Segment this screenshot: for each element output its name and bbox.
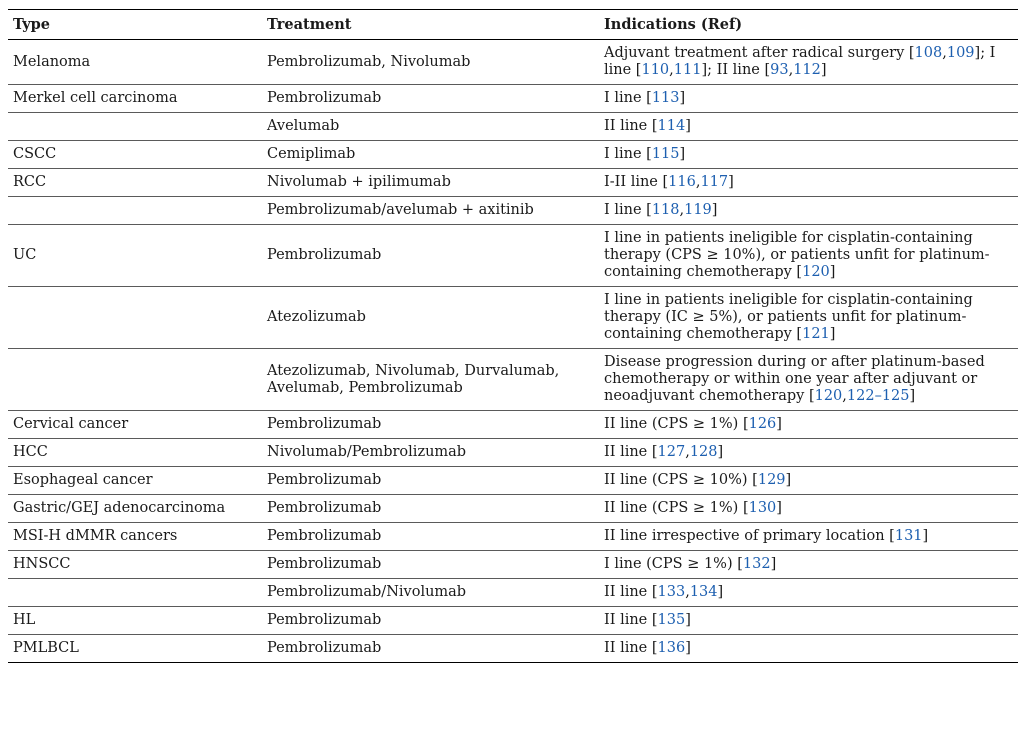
cell-treatment: Pembrolizumab <box>267 528 382 544</box>
cell-type: Merkel cell carcinoma <box>13 90 178 106</box>
cell-indications <box>599 467 1018 495</box>
header-type: Type <box>13 16 50 33</box>
cell-type: UC <box>13 247 37 263</box>
cell-type: HL <box>13 612 36 628</box>
indication-text: ] <box>829 264 836 280</box>
indication-text: I line (CPS ≥ 1%) [ <box>604 556 743 572</box>
indication-text: II line [ <box>604 118 658 134</box>
header-indications: Indications (Ref) <box>604 16 743 33</box>
cell-treatment: Pembrolizumab/avelumab + axitinib <box>267 202 534 218</box>
cell-treatment: Pembrolizumab <box>267 416 382 432</box>
indication-text: ] <box>717 444 724 460</box>
cell-indications <box>599 495 1018 523</box>
table-row <box>8 439 1018 467</box>
reference-link[interactable]: 130 <box>748 500 777 516</box>
indication-text: ] <box>820 62 827 78</box>
cell-indications <box>599 169 1018 197</box>
indication-text: , <box>679 202 685 218</box>
reference-link[interactable]: 120 <box>814 388 843 404</box>
indication-text: ] <box>728 174 734 190</box>
indication-text: , <box>788 62 794 78</box>
indication-text: ] <box>685 612 691 628</box>
cell-type <box>8 349 262 411</box>
indication-text: II line (CPS ≥ 10%) [ <box>604 472 758 488</box>
indications-table-container <box>8 9 1018 663</box>
indication-text: ] <box>717 584 724 600</box>
reference-link[interactable]: 126 <box>748 416 777 432</box>
reference-link[interactable]: 131 <box>894 528 923 544</box>
reference-link[interactable]: 127 <box>657 444 686 460</box>
cell-indications <box>599 635 1018 663</box>
indication-text: I line in patients ineligible for cisplatin-containing therapy (CPS ≥ 10%), or patients unfit for platinum-containing chemotherapy [ <box>604 230 990 280</box>
indication-text: ] <box>776 500 782 516</box>
table-row <box>8 113 1018 141</box>
table-row <box>8 197 1018 225</box>
cell-type: Melanoma <box>13 53 91 70</box>
indication-text: II line irrespective of primary location [ <box>604 528 895 544</box>
cell-indications <box>599 579 1018 607</box>
indication-text: ] <box>711 202 718 218</box>
table-row <box>8 607 1018 635</box>
reference-link[interactable]: 113 <box>651 90 680 106</box>
reference-link[interactable]: 118 <box>651 202 680 218</box>
table-row <box>8 287 1018 349</box>
indication-text: , <box>942 45 947 61</box>
cell-indications <box>599 197 1018 225</box>
reference-link[interactable]: 132 <box>742 556 771 572</box>
header-row <box>8 10 1018 40</box>
indication-text: , <box>669 62 674 78</box>
cell-type: CSCC <box>13 146 57 162</box>
cell-treatment: Pembrolizumab <box>267 640 382 656</box>
indication-text: I line in patients ineligible for cisplatin-containing therapy (IC ≥ 5%), or patients unfit for platinum-containing chemotherapy [ <box>604 292 973 342</box>
table-row <box>8 495 1018 523</box>
cell-type: Esophageal cancer <box>13 472 153 488</box>
reference-link[interactable]: 136 <box>657 640 686 656</box>
indications-table <box>8 9 1018 663</box>
table-row <box>8 579 1018 607</box>
cell-type <box>8 113 262 141</box>
reference-link[interactable]: 116 <box>668 174 696 190</box>
indication-text: Disease progression during or after platinum-based chemotherapy or within one year after adjuvant or neoadjuvant chemotherapy [ <box>604 354 985 404</box>
reference-link[interactable]: 128 <box>689 444 718 460</box>
reference-link[interactable]: 115 <box>651 146 680 162</box>
cell-treatment: Pembrolizumab, Nivolumab <box>267 53 471 70</box>
indication-text: II line [ <box>604 444 658 460</box>
indication-text: II line [ <box>604 612 658 628</box>
reference-link[interactable]: 114 <box>657 118 686 134</box>
table-row <box>8 411 1018 439</box>
cell-indications <box>599 349 1018 411</box>
cell-indications <box>599 40 1018 85</box>
cell-treatment: Avelumab <box>267 118 340 134</box>
cell-indications <box>599 439 1018 467</box>
cell-treatment: Pembrolizumab <box>267 472 382 488</box>
cell-indications <box>599 607 1018 635</box>
indication-text: II line [ <box>604 584 658 600</box>
cell-treatment: Atezolizumab <box>267 309 366 325</box>
indication-text: I-II line [ <box>604 174 669 190</box>
reference-link[interactable]: 134 <box>689 584 718 600</box>
cell-treatment: Nivolumab + ipilimumab <box>267 174 451 190</box>
table-row <box>8 40 1018 85</box>
cell-type: Cervical cancer <box>13 416 129 432</box>
indication-text: I line [ <box>604 90 652 106</box>
table-row <box>8 551 1018 579</box>
indication-text: ] <box>922 528 929 544</box>
cell-treatment: Pembrolizumab <box>267 556 382 572</box>
indication-text: ] <box>679 146 686 162</box>
table-row <box>8 635 1018 663</box>
cell-type <box>8 579 262 607</box>
indication-text: ] <box>776 416 782 432</box>
cell-indications <box>599 141 1018 169</box>
reference-link[interactable]: 108 <box>914 45 943 61</box>
reference-link[interactable]: 93 <box>770 62 789 78</box>
header-treatment: Treatment <box>267 16 352 33</box>
indication-text: I line [ <box>604 202 652 218</box>
indication-text: , <box>685 584 690 600</box>
indication-text: ]; I line [ <box>604 45 996 78</box>
indication-text: I line [ <box>604 146 652 162</box>
table-row <box>8 85 1018 113</box>
cell-treatment: Pembrolizumab <box>267 612 382 628</box>
cell-type: Gastric/GEJ adenocarcinoma <box>13 500 226 516</box>
cell-treatment: Nivolumab/Pembrolizumab <box>267 444 467 460</box>
reference-link[interactable]: 129 <box>757 472 786 488</box>
cell-treatment: Pembrolizumab/Nivolumab <box>267 584 467 600</box>
table-row <box>8 349 1018 411</box>
reference-link[interactable]: 120 <box>802 264 830 280</box>
table-body <box>8 40 1018 663</box>
cell-indications <box>599 411 1018 439</box>
indication-text: ] <box>679 90 686 106</box>
indication-text: , <box>685 444 690 460</box>
indication-text: ] <box>770 556 777 572</box>
indication-text: ]; II line [ <box>701 62 771 78</box>
indication-text: , <box>695 174 701 190</box>
cell-type: PMLBCL <box>13 640 79 656</box>
table-row <box>8 141 1018 169</box>
indication-text: Adjuvant treatment after radical surgery [ <box>604 45 915 61</box>
reference-link[interactable]: 121 <box>802 326 830 342</box>
indication-text: II line (CPS ≥ 1%) [ <box>604 416 749 432</box>
table-row <box>8 467 1018 495</box>
cell-type: MSI-H dMMR cancers <box>13 528 178 544</box>
indication-text: II line (CPS ≥ 1%) [ <box>604 500 749 516</box>
indication-text: II line [ <box>604 640 658 656</box>
cell-type <box>8 287 262 349</box>
table-row <box>8 225 1018 287</box>
cell-type <box>8 197 262 225</box>
cell-treatment: Cemiplimab <box>267 146 356 162</box>
indication-text: ] <box>685 640 691 656</box>
table-row <box>8 523 1018 551</box>
cell-type: RCC <box>13 174 47 190</box>
table-row <box>8 169 1018 197</box>
cell-indications <box>599 523 1018 551</box>
indication-text: ] <box>909 388 916 404</box>
cell-indications <box>599 85 1018 113</box>
reference-link[interactable]: 119 <box>684 202 712 218</box>
cell-treatment: Pembrolizumab <box>267 90 382 106</box>
cell-indications <box>599 287 1018 349</box>
reference-link[interactable]: 135 <box>657 612 686 628</box>
reference-link[interactable]: 109 <box>946 45 975 61</box>
reference-link[interactable]: 117 <box>700 174 729 190</box>
reference-link[interactable]: 110 <box>641 62 670 78</box>
indication-text: ] <box>785 472 792 488</box>
indication-text: , <box>842 388 847 404</box>
cell-indications <box>599 551 1018 579</box>
reference-link[interactable]: 122–125 <box>846 388 910 404</box>
cell-indications <box>599 225 1018 287</box>
table-header <box>8 10 1018 40</box>
cell-treatment: Atezolizumab, Nivolumab, Durvalumab, Avelumab, Pembrolizumab <box>267 362 560 396</box>
cell-type: HNSCC <box>13 556 71 572</box>
reference-link[interactable]: 111 <box>673 62 702 78</box>
reference-link[interactable]: 133 <box>657 584 686 600</box>
indication-text: ] <box>829 326 836 342</box>
cell-type: HCC <box>13 444 48 460</box>
cell-treatment: Pembrolizumab <box>267 500 382 516</box>
cell-indications <box>599 113 1018 141</box>
cell-treatment: Pembrolizumab <box>267 247 382 263</box>
reference-link[interactable]: 112 <box>793 62 821 78</box>
indication-text: ] <box>685 118 691 134</box>
